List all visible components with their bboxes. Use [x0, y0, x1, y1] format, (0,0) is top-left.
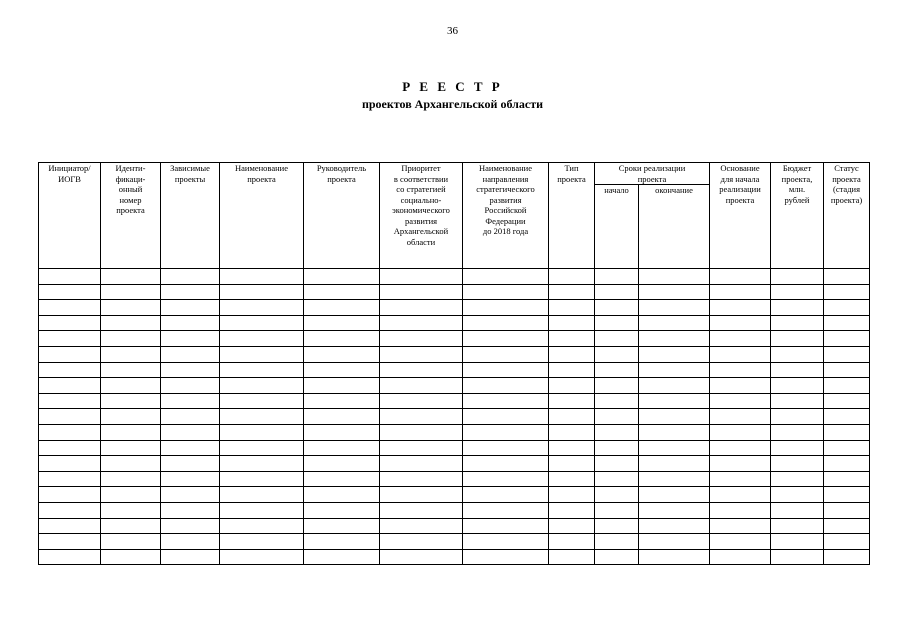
table-cell	[380, 315, 463, 331]
table-row	[39, 378, 870, 394]
table-cell	[380, 393, 463, 409]
table-cell	[220, 502, 304, 518]
table-cell	[595, 549, 639, 565]
table-cell	[771, 331, 824, 347]
table-cell	[304, 471, 380, 487]
table-cell	[304, 362, 380, 378]
table-cell	[710, 456, 771, 472]
table-cell	[549, 315, 595, 331]
table-cell	[595, 534, 639, 550]
table-cell	[304, 456, 380, 472]
table-cell	[771, 269, 824, 285]
table-cell	[824, 424, 870, 440]
table-cell	[304, 300, 380, 316]
table-cell	[710, 518, 771, 534]
table-row	[39, 487, 870, 503]
table-cell	[463, 409, 549, 425]
table-cell	[304, 502, 380, 518]
table-cell	[639, 440, 710, 456]
table-cell	[380, 518, 463, 534]
table-cell	[380, 284, 463, 300]
table-cell	[380, 424, 463, 440]
table-cell	[304, 549, 380, 565]
table-cell	[824, 549, 870, 565]
header-project-name: Наименование проекта	[220, 163, 304, 269]
table-cell	[463, 440, 549, 456]
table-cell	[824, 284, 870, 300]
table-cell	[463, 315, 549, 331]
table-cell	[304, 346, 380, 362]
table-cell	[710, 269, 771, 285]
table-cell	[710, 487, 771, 503]
table-cell	[220, 534, 304, 550]
table-cell	[639, 534, 710, 550]
table-cell	[161, 378, 220, 394]
table-cell	[639, 269, 710, 285]
table-cell	[771, 502, 824, 518]
table-cell	[380, 409, 463, 425]
table-cell	[639, 378, 710, 394]
table-cell	[771, 471, 824, 487]
table-cell	[161, 487, 220, 503]
table-cell	[549, 269, 595, 285]
table-cell	[39, 362, 101, 378]
table-cell	[463, 518, 549, 534]
table-cell	[824, 269, 870, 285]
table-cell	[710, 393, 771, 409]
header-dependent-projects: Зависимые проекты	[161, 163, 220, 269]
table-cell	[220, 487, 304, 503]
table-cell	[595, 393, 639, 409]
header-project-manager: Руководитель проекта	[304, 163, 380, 269]
table-cell	[220, 315, 304, 331]
table-cell	[549, 487, 595, 503]
table-row	[39, 346, 870, 362]
table-cell	[710, 346, 771, 362]
table-cell	[639, 300, 710, 316]
table-cell	[39, 471, 101, 487]
table-cell	[161, 393, 220, 409]
table-cell	[39, 346, 101, 362]
table-row	[39, 549, 870, 565]
table-cell	[824, 331, 870, 347]
table-cell	[220, 331, 304, 347]
table-cell	[39, 534, 101, 550]
table-cell	[710, 284, 771, 300]
table-cell	[463, 362, 549, 378]
table-row	[39, 502, 870, 518]
table-cell	[380, 378, 463, 394]
table-cell	[595, 362, 639, 378]
table-cell	[39, 269, 101, 285]
table-cell	[101, 378, 161, 394]
table-cell	[595, 378, 639, 394]
table-cell	[710, 315, 771, 331]
table-row	[39, 300, 870, 316]
table-cell	[39, 284, 101, 300]
table-cell	[220, 284, 304, 300]
table-cell	[161, 518, 220, 534]
table-row	[39, 315, 870, 331]
table-row	[39, 284, 870, 300]
table-cell	[380, 534, 463, 550]
table-cell	[595, 487, 639, 503]
table-cell	[710, 549, 771, 565]
table-cell	[595, 269, 639, 285]
subheader-start: начало	[595, 185, 639, 269]
table-row	[39, 534, 870, 550]
table-cell	[463, 284, 549, 300]
table-cell	[161, 471, 220, 487]
table-cell	[595, 315, 639, 331]
header-priority: Приоритет в соответствии со стратегией социально- экономического развития Архангельской области	[380, 163, 463, 269]
table-cell	[595, 346, 639, 362]
table-cell	[771, 315, 824, 331]
registry-table	[38, 162, 870, 565]
table-cell	[824, 378, 870, 394]
table-cell	[101, 456, 161, 472]
table-cell	[101, 346, 161, 362]
table-cell	[549, 393, 595, 409]
table-cell	[39, 331, 101, 347]
table-cell	[549, 549, 595, 565]
registry-body	[39, 269, 870, 565]
table-cell	[710, 424, 771, 440]
table-cell	[304, 393, 380, 409]
table-cell	[771, 393, 824, 409]
header-implementation-period: Сроки реализации проекта	[595, 163, 710, 185]
table-cell	[39, 315, 101, 331]
table-cell	[39, 518, 101, 534]
table-cell	[595, 409, 639, 425]
table-cell	[771, 362, 824, 378]
table-cell	[304, 269, 380, 285]
table-cell	[101, 409, 161, 425]
table-row	[39, 424, 870, 440]
table-cell	[380, 549, 463, 565]
table-cell	[380, 269, 463, 285]
header-id-number: Иденти- фикаци- онный номер проекта	[101, 163, 161, 269]
table-cell	[101, 284, 161, 300]
table-cell	[161, 284, 220, 300]
table-cell	[161, 549, 220, 565]
table-cell	[639, 362, 710, 378]
table-cell	[220, 300, 304, 316]
table-cell	[639, 502, 710, 518]
table-cell	[824, 300, 870, 316]
table-cell	[101, 518, 161, 534]
table-cell	[101, 534, 161, 550]
table-cell	[220, 456, 304, 472]
table-cell	[161, 300, 220, 316]
table-cell	[161, 362, 220, 378]
table-cell	[101, 502, 161, 518]
table-cell	[595, 300, 639, 316]
table-cell	[639, 424, 710, 440]
table-cell	[771, 346, 824, 362]
table-cell	[39, 409, 101, 425]
table-cell	[101, 549, 161, 565]
table-cell	[304, 487, 380, 503]
table-cell	[710, 534, 771, 550]
table-cell	[161, 456, 220, 472]
table-cell	[771, 409, 824, 425]
table-row	[39, 409, 870, 425]
table-cell	[161, 424, 220, 440]
table-row	[39, 518, 870, 534]
table-cell	[39, 378, 101, 394]
table-cell	[101, 300, 161, 316]
table-cell	[463, 549, 549, 565]
table-cell	[304, 331, 380, 347]
table-cell	[824, 440, 870, 456]
table-cell	[549, 331, 595, 347]
table-cell	[710, 362, 771, 378]
table-cell	[463, 346, 549, 362]
table-cell	[220, 378, 304, 394]
table-cell	[101, 424, 161, 440]
table-cell	[161, 534, 220, 550]
table-cell	[639, 456, 710, 472]
table-cell	[639, 315, 710, 331]
table-cell	[824, 456, 870, 472]
table-cell	[771, 518, 824, 534]
table-cell	[824, 487, 870, 503]
table-cell	[39, 300, 101, 316]
table-cell	[549, 378, 595, 394]
table-cell	[710, 331, 771, 347]
document-subtitle: проектов Архангельской области	[361, 97, 544, 111]
table-cell	[549, 518, 595, 534]
table-cell	[101, 269, 161, 285]
table-cell	[463, 331, 549, 347]
table-cell	[463, 456, 549, 472]
table-cell	[39, 502, 101, 518]
table-cell	[220, 393, 304, 409]
header-status: Статус проекта (стадия проекта)	[824, 163, 870, 269]
header-initiator: Инициатор/ ИОГВ	[39, 163, 101, 269]
header-project-type: Тип проекта	[549, 163, 595, 269]
table-cell	[101, 471, 161, 487]
table-cell	[710, 409, 771, 425]
table-cell	[380, 456, 463, 472]
table-cell	[380, 300, 463, 316]
table-cell	[463, 300, 549, 316]
table-cell	[304, 440, 380, 456]
table-cell	[463, 424, 549, 440]
table-cell	[161, 315, 220, 331]
table-cell	[771, 424, 824, 440]
table-cell	[595, 518, 639, 534]
table-cell	[101, 331, 161, 347]
table-cell	[549, 424, 595, 440]
table-cell	[101, 393, 161, 409]
table-cell	[595, 284, 639, 300]
table-cell	[771, 300, 824, 316]
document-title: Р Е Е С Т Р	[402, 79, 503, 94]
table-cell	[463, 269, 549, 285]
page-number: 36	[447, 25, 458, 37]
table-cell	[639, 487, 710, 503]
table-row	[39, 393, 870, 409]
table-cell	[824, 362, 870, 378]
table-cell	[161, 269, 220, 285]
table-cell	[824, 518, 870, 534]
table-cell	[549, 362, 595, 378]
table-cell	[549, 456, 595, 472]
table-cell	[304, 518, 380, 534]
table-cell	[639, 549, 710, 565]
table-cell	[304, 315, 380, 331]
table-row	[39, 471, 870, 487]
table-cell	[220, 424, 304, 440]
table-cell	[39, 393, 101, 409]
table-cell	[549, 300, 595, 316]
table-cell	[824, 502, 870, 518]
table-cell	[101, 440, 161, 456]
table-cell	[824, 315, 870, 331]
table-cell	[549, 502, 595, 518]
table-cell	[595, 440, 639, 456]
table-row	[39, 269, 870, 285]
table-cell	[101, 487, 161, 503]
table-cell	[463, 471, 549, 487]
table-cell	[824, 471, 870, 487]
table-cell	[161, 409, 220, 425]
table-cell	[304, 424, 380, 440]
table-cell	[771, 378, 824, 394]
header-strategic-direction: Наименование направления стратегического развития Российской Федерации до 2018 года	[463, 163, 549, 269]
table-cell	[304, 534, 380, 550]
table-cell	[549, 534, 595, 550]
table-cell	[220, 409, 304, 425]
table-cell	[220, 549, 304, 565]
table-cell	[710, 502, 771, 518]
table-cell	[304, 409, 380, 425]
table-cell	[39, 549, 101, 565]
table-row	[39, 362, 870, 378]
subheader-end: окончание	[639, 185, 710, 269]
table-cell	[220, 440, 304, 456]
table-cell	[161, 346, 220, 362]
table-cell	[220, 346, 304, 362]
table-cell	[463, 534, 549, 550]
table-cell	[639, 409, 710, 425]
table-cell	[220, 471, 304, 487]
table-cell	[771, 456, 824, 472]
table-cell	[549, 346, 595, 362]
table-row	[39, 440, 870, 456]
table-row	[39, 456, 870, 472]
table-cell	[595, 331, 639, 347]
table-cell	[595, 424, 639, 440]
table-cell	[220, 518, 304, 534]
table-cell	[220, 362, 304, 378]
table-cell	[549, 440, 595, 456]
table-cell	[101, 315, 161, 331]
table-cell	[380, 331, 463, 347]
table-cell	[161, 502, 220, 518]
table-cell	[639, 331, 710, 347]
table-cell	[549, 471, 595, 487]
table-cell	[380, 362, 463, 378]
table-cell	[824, 346, 870, 362]
table-cell	[710, 300, 771, 316]
table-cell	[639, 284, 710, 300]
table-cell	[463, 378, 549, 394]
table-cell	[380, 471, 463, 487]
table-cell	[161, 440, 220, 456]
table-cell	[824, 393, 870, 409]
table-cell	[549, 284, 595, 300]
table-cell	[380, 346, 463, 362]
table-cell	[463, 393, 549, 409]
table-cell	[710, 440, 771, 456]
table-cell	[39, 487, 101, 503]
header-basis-for-start: Основание для начала реализации проекта	[710, 163, 771, 269]
table-cell	[639, 393, 710, 409]
table-cell	[824, 409, 870, 425]
table-cell	[771, 284, 824, 300]
table-cell	[771, 534, 824, 550]
table-cell	[39, 456, 101, 472]
header-budget: Бюджет проекта, млн. рублей	[771, 163, 824, 269]
table-cell	[771, 487, 824, 503]
table-cell	[639, 518, 710, 534]
table-cell	[39, 440, 101, 456]
table-cell	[220, 269, 304, 285]
table-cell	[771, 549, 824, 565]
table-cell	[595, 471, 639, 487]
table-cell	[463, 487, 549, 503]
table-cell	[595, 502, 639, 518]
table-row	[39, 331, 870, 347]
table-cell	[380, 487, 463, 503]
table-cell	[304, 284, 380, 300]
table-cell	[710, 471, 771, 487]
table-cell	[380, 440, 463, 456]
table-cell	[824, 534, 870, 550]
table-cell	[304, 378, 380, 394]
table-cell	[161, 331, 220, 347]
table-cell	[639, 471, 710, 487]
table-cell	[39, 424, 101, 440]
table-cell	[101, 362, 161, 378]
table-cell	[380, 502, 463, 518]
table-cell	[639, 346, 710, 362]
table-cell	[771, 440, 824, 456]
table-cell	[549, 409, 595, 425]
table-cell	[463, 502, 549, 518]
table-cell	[595, 456, 639, 472]
table-cell	[710, 378, 771, 394]
